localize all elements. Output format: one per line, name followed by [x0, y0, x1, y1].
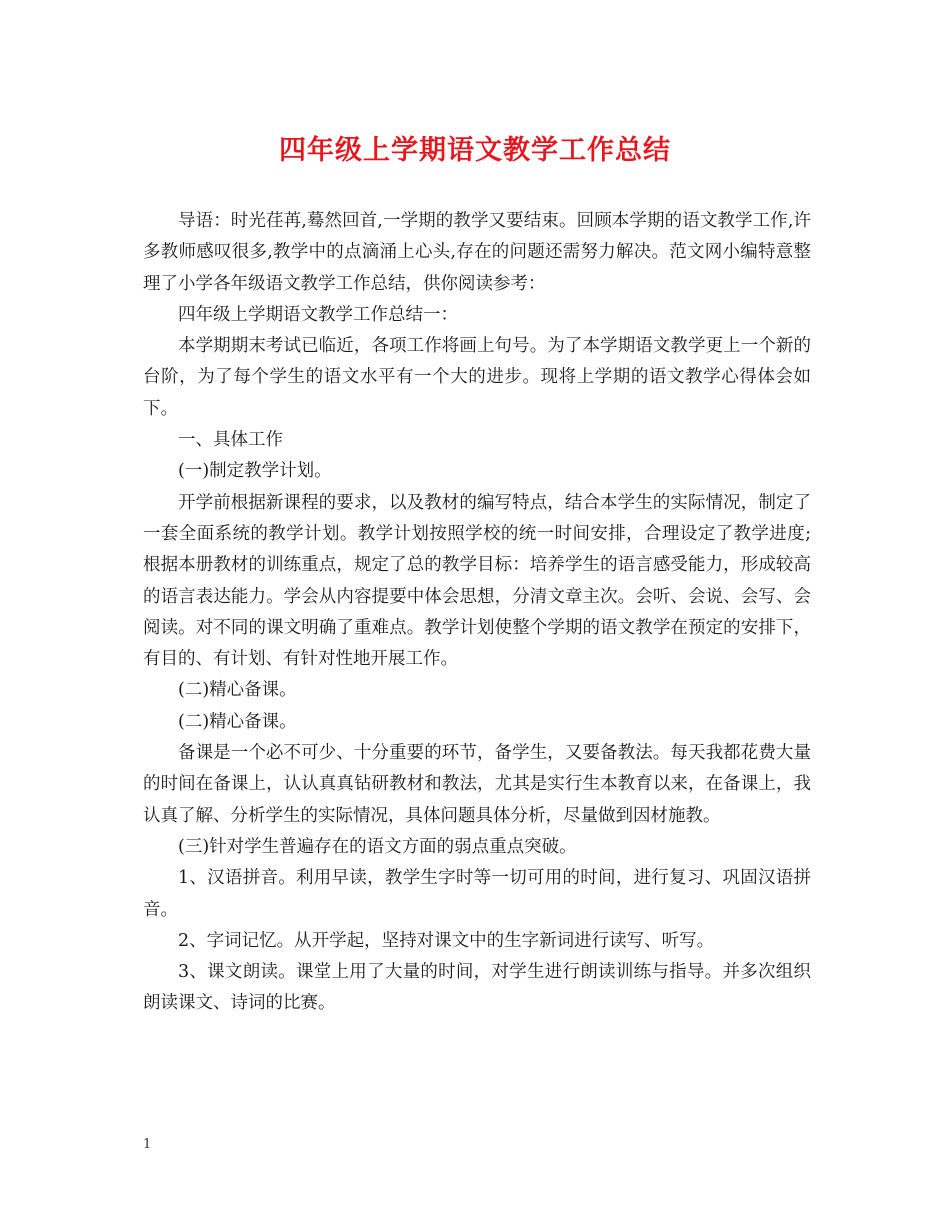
list-item-vocabulary: 2、字词记忆。从开学起，坚持对课文中的生字新词进行读写、听写。	[178, 930, 715, 951]
paragraph-lesson-prep: 备课是一个必不可少、十分重要的环节，备学生，又要备教法。每天我都花费大量的时间在备课上，认认真真钻研教材和教法，尤其是实行生本教育以来，在备课上，我认真了解、分析学生的实际情况，具体问题具体分析，尽量做到因材施教。	[143, 743, 811, 826]
subheading-weakness-focus: (三)针对学生普遍存在的语文方面的弱点重点突破。	[178, 836, 577, 857]
paragraph-opening: 本学期期末考试已临近，各项工作将画上句号。为了本学期语文教学更上一个新的台阶，为了每个学生的语文水平有一个大的进步。现将上学期的语文教学心得体会如下。	[143, 336, 811, 419]
section-heading-specific-work: 一、具体工作	[178, 430, 283, 451]
document-body	[143, 206, 811, 1020]
subheading-lesson-prep-repeat: (二)精心备课。	[178, 711, 297, 732]
subheading-teaching-plan: (一)制定教学计划。	[178, 461, 332, 482]
paragraph-intro: 导语：时光荏苒,蓦然回首,一学期的教学又要结束。回顾本学期的语文教学工作,许多教师感叹很多,教学中的点滴涌上心头,存在的问题还需努力解决。范文网小编特意整理了小学各年级语文教学工作总结，供你阅读参考：	[143, 211, 811, 294]
document-title: 四年级上学期语文教学工作总结	[279, 135, 671, 166]
subheading-lesson-prep: (二)精心备课。	[178, 680, 297, 701]
page-number: 1	[143, 1137, 152, 1152]
paragraph-teaching-plan: 开学前根据新课程的要求，以及教材的编写特点，结合本学生的实际情况，制定了一套全面系统的教学计划。教学计划按照学校的统一时间安排，合理设定了教学进度;根据本册教材的训练重点，规定了总的教学目标：培养学生的语言感受能力，形成较高的语言表达能力。学会从内容提要中体会思想，分清文章主次。会听、会说、会写、会阅读。对不同的课文明确了重难点。教学计划使整个学期的语文教学在预定的安排下，有目的、有计划、有针对性地开展工作。	[143, 492, 811, 670]
list-item-reading-aloud: 3、课文朗读。课堂上用了大量的时间，对学生进行朗读训练与指导。并多次组织朗读课文、诗词的比赛。	[143, 962, 811, 1014]
paragraph-summary-heading: 四年级上学期语文教学工作总结一：	[178, 304, 458, 325]
list-item-pinyin: 1、汉语拼音。利用早读，教学生字时等一切可用的时间，进行复习、巩固汉语拼音。	[143, 868, 811, 920]
